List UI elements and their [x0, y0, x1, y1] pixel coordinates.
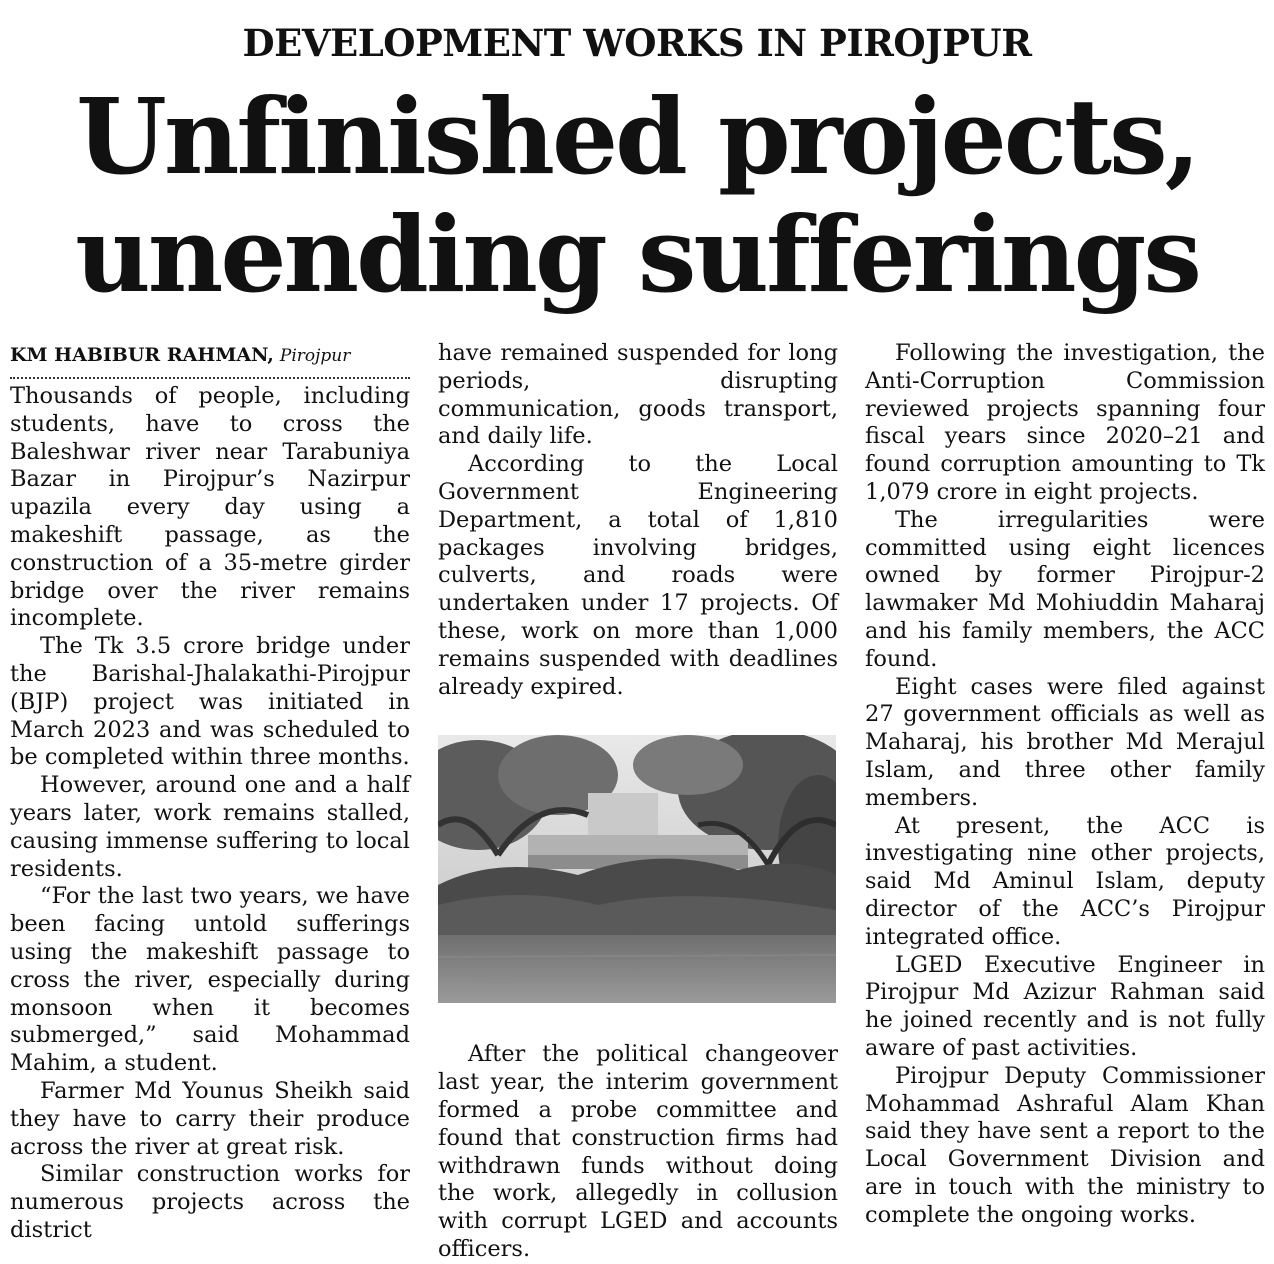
- paragraph: have remained suspended for long periods, disrupting communication, goods transport, and daily life.: [438, 340, 838, 450]
- paragraph: The irregularities were committed using eight licences owned by former Pirojpur-2 lawmaker Md Mohiuddin Maharaj and his family members, the ACC found.: [865, 506, 1265, 672]
- paragraph: At present, the ACC is investigating nine other projects, said Md Aminul Islam, deputy director of the ACC’s Pirojpur integrated office.: [865, 812, 1265, 950]
- paragraph: Farmer Md Younus Sheikh said they have to carry their produce across the river at great risk.: [10, 1077, 410, 1160]
- byline-location: Pirojpur: [279, 346, 351, 366]
- column-1: [10, 340, 410, 1245]
- headline-line-1: Unfinished projects,: [76, 75, 1198, 198]
- paragraph: According to the Local Government Engineering Department, a total of 1,810 packages involving bridges, culverts, and roads were undertaken under 17 projects. Of these, work on more than 1,000 remains suspended with deadlines already expired.: [438, 451, 838, 700]
- paragraph: Thousands of people, including students, have to cross the Baleshwar river near Tarabuniya Bazar in Pirojpur’s Nazirpur upazila every day using a makeshift passage, as the construction of a 35-metre girder bridge over the river remains incomplete.: [10, 383, 410, 632]
- headline: [0, 75, 1274, 316]
- headline-line-2: unending sufferings: [75, 193, 1199, 316]
- byline: [10, 340, 410, 379]
- paragraph: LGED Executive Engineer in Pirojpur Md Azizur Rahman said he joined recently and is not fully aware of past activities.: [865, 951, 1265, 1061]
- byline-name: KM HABIBUR RAHMAN,: [10, 344, 274, 366]
- paragraph: After the political changeover last year, the interim government formed a probe committee and found that construction firms had withdrawn funds without doing the work, allegedly in collusion with corrupt LGED and accounts officers.: [438, 1041, 838, 1262]
- paragraph: “For the last two years, we have been facing untold sufferings using the makeshift passage to cross the river, especially during monsoon when it becomes submerged,” said Mohammad Mahim, a student.: [10, 883, 410, 1077]
- paragraph: Following the investigation, the Anti-Corruption Commission reviewed projects spanning four fiscal years since 2020–21 and found corruption amounting to Tk 1,079 crore in eight projects.: [865, 340, 1265, 505]
- column-2: [438, 340, 838, 1264]
- paragraph: Eight cases were filed against 27 government officials as well as Maharaj, his brother Md Merajul Islam, and three other family members.: [865, 673, 1265, 811]
- paragraph: Pirojpur Deputy Commissioner Mohammad Ashraful Alam Khan said they have sent a report to the Local Government Division and are in touch with the ministry to complete the ongoing works.: [865, 1062, 1265, 1228]
- column-3: [865, 340, 1265, 1230]
- paragraph: The Tk 3.5 crore bridge under the Barishal-Jhalakathi-Pirojpur (BJP) project was initiated in March 2023 and was scheduled to be completed within three months.: [10, 633, 410, 771]
- bridge-photo-illustration: [438, 735, 836, 1003]
- paragraph: Similar construction works for numerous projects across the district: [10, 1161, 410, 1243]
- bridge-photo: [438, 735, 836, 1003]
- paragraph: However, around one and a half years later, work remains stalled, causing immense suffering to local residents.: [10, 772, 410, 882]
- kicker: DEVELOPMENT WORKS IN PIROJPUR: [242, 21, 1032, 65]
